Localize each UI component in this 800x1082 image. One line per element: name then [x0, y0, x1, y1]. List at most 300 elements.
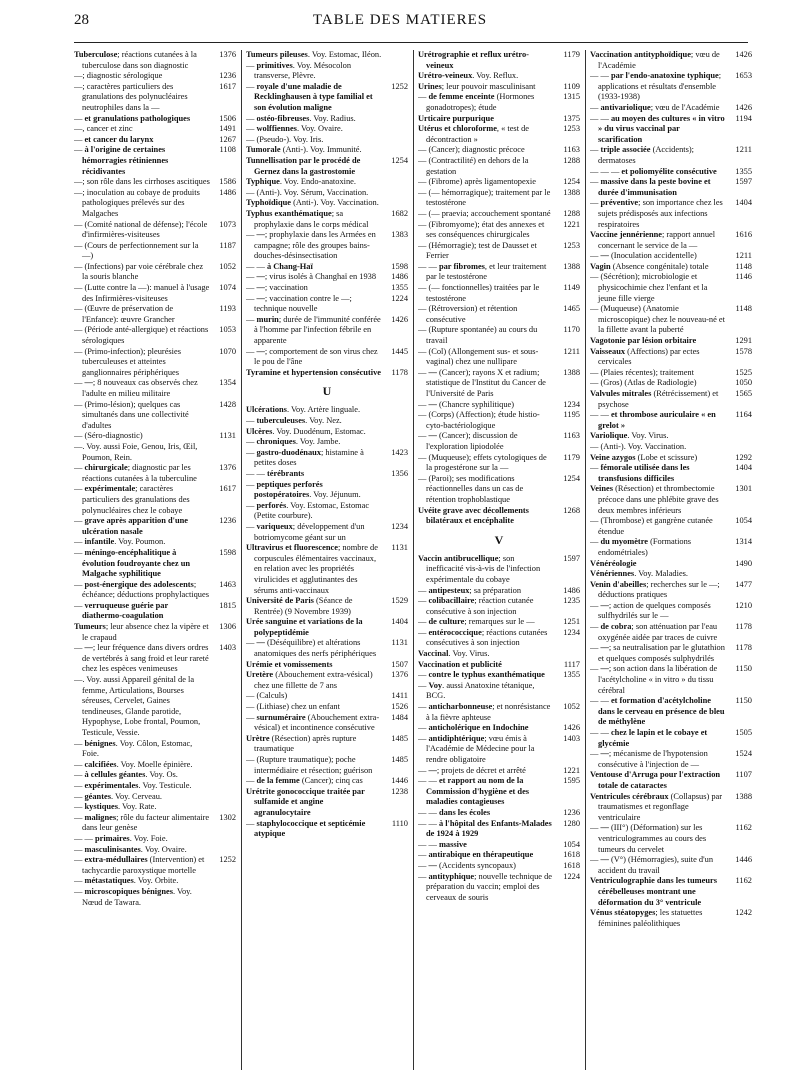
- page-reference: 1388: [563, 261, 580, 271]
- index-entry: [418, 808, 580, 819]
- entry-text: — — dans les écoles: [418, 807, 491, 817]
- entry-text: — — au moyen des cultures « in vitro » du virus vaccinal par scarification: [590, 113, 725, 144]
- index-entry: [246, 691, 408, 702]
- entry-text: Venin d'abeilles; recherches sur le —; déductions pratiques: [590, 579, 720, 600]
- entry-text: Vagotonie par lésion orbitaire: [590, 336, 697, 346]
- page-reference: 1194: [735, 113, 752, 123]
- index-entry: [74, 516, 236, 537]
- page-reference: 1288: [563, 208, 580, 218]
- entry-text: — — (Inoculation accidentelle): [590, 251, 697, 261]
- page-reference: 1617: [219, 81, 236, 91]
- index-entry: [590, 251, 752, 262]
- index-entry: [74, 347, 236, 379]
- entry-text: Vaccination et publicité: [418, 659, 502, 669]
- page-reference: 1236: [219, 516, 236, 526]
- entry-text: — microscopiques bénignes. Voy. Nœud de Tawara.: [74, 886, 192, 907]
- index-entry: [74, 548, 236, 580]
- entry-text: — (Hémorragie); test de Dausset et Ferrier: [418, 240, 537, 261]
- entry-text: — (Lithiase) chez un enfant: [246, 702, 340, 712]
- index-entry: [418, 819, 580, 840]
- page-reference: 1053: [219, 325, 236, 335]
- page-reference: 1193: [219, 304, 236, 314]
- page-reference: 1302: [219, 812, 236, 822]
- index-entry: [74, 135, 236, 146]
- index-entry: [590, 71, 752, 103]
- index-entry: [74, 442, 236, 463]
- page-reference: 1507: [391, 659, 408, 669]
- page-reference: 1314: [735, 537, 752, 547]
- entry-text: —. Voy. aussi Foie, Genou, Iris, Œil, Poumon, Rein.: [74, 441, 198, 462]
- entry-text: Vaccinal. Voy. Virus.: [418, 649, 490, 659]
- page-reference: 1618: [563, 860, 580, 870]
- page-reference: 1280: [563, 818, 580, 828]
- index-entry: [590, 103, 752, 114]
- entry-text: Valvules mitrales (Rétrécissement) et psychose: [590, 389, 719, 409]
- index-entry: [74, 537, 236, 548]
- entry-text: — — (Chancre syphilitique): [418, 399, 515, 409]
- entry-text: Vagin (Absence congénitale) totale: [590, 261, 709, 271]
- entry-text: — (— hémorragique); traitement par le testostérone: [418, 187, 551, 208]
- entry-text: — —; projets de décret et arrêté: [418, 765, 526, 775]
- index-entry: [590, 569, 752, 580]
- entry-text: Urétrite gonococcique traitée par sulfamide et angine agranulocytaire: [246, 786, 365, 817]
- page-reference: 1426: [391, 314, 408, 324]
- entry-text: Vaccination antityphoïdique; vœu de l'Académie: [590, 50, 720, 70]
- entry-text: Ulcères. Voy. Duodénum, Estomac.: [246, 426, 366, 436]
- index-entry: [418, 262, 580, 283]
- index-entry: [590, 463, 752, 484]
- page-reference: 1150: [735, 696, 752, 706]
- page-reference: 1388: [563, 367, 580, 377]
- entry-text: Typhique. Voy. Endo-anatoxine.: [246, 177, 356, 187]
- entry-text: — (Séro-diagnostic): [74, 431, 143, 441]
- page-reference: 1376: [219, 50, 236, 59]
- index-entry: [74, 760, 236, 771]
- entry-text: — — chez le lapin et le cobaye et glycémie: [590, 728, 708, 748]
- index-entry: [74, 82, 236, 114]
- index-entry: [246, 776, 408, 787]
- entry-text: — (Fibromyome); état des annexes et ses conséquences chirurgicales: [418, 219, 545, 240]
- index-entry: [418, 776, 580, 808]
- page-reference: 1529: [391, 596, 408, 606]
- entry-text: — grave après apparition d'une ulcération nasale: [74, 516, 188, 536]
- index-entry: [74, 431, 236, 442]
- entry-text: — expérimentales. Voy. Testicule.: [74, 780, 192, 790]
- page-number: 28: [74, 12, 89, 28]
- index-entry: [74, 262, 236, 283]
- index-entry: [418, 304, 580, 325]
- page-reference: 1254: [563, 177, 580, 187]
- entry-text: — expérimentale; caractères particuliers des granulations des polynucléaires chez le cobaye: [74, 484, 190, 515]
- index-entry: [590, 347, 752, 368]
- entry-text: Vaccin antibrucellique; son inefficacité vis-à-vis de l'infection expérimentale du cobaye: [418, 553, 541, 584]
- index-entry: [246, 114, 408, 125]
- page-reference: 1292: [735, 452, 752, 462]
- index-entry: [246, 405, 408, 416]
- entry-text: — —; virus isolés à Changhaï en 1938: [246, 272, 377, 282]
- index-entry: [590, 114, 752, 146]
- page-reference: 1224: [391, 293, 408, 303]
- entry-text: — —; prophylaxie dans les Armées en campagne; rôle des groupes bains-douches-désinsectisation: [246, 230, 376, 261]
- page-reference: 1446: [735, 855, 752, 865]
- index-entry: [74, 739, 236, 760]
- entry-text: — — (Cancer); rayons X et radium; statistique de l'Institut du Cancer de l'Université de Paris: [418, 367, 546, 398]
- entry-text: — (Corps) (Affection); étude histio-cyto-bactériologique: [418, 410, 540, 430]
- page-reference: 1486: [391, 272, 408, 282]
- page-reference: 1506: [219, 113, 236, 123]
- page-reference: 1074: [219, 283, 236, 293]
- entry-text: — (Œuvre de préservation de l'Enfance): œuvre Grancher: [74, 304, 175, 324]
- index-entry: [590, 50, 752, 71]
- entry-text: — et cancer du larynx: [74, 134, 154, 144]
- entry-text: — (— fonctionnelles) traitées par le testostérone: [418, 283, 540, 303]
- page-reference: 1052: [219, 261, 236, 271]
- index-entry: [418, 50, 580, 71]
- index-entry: [246, 713, 408, 734]
- page-reference: 1354: [219, 378, 236, 388]
- page-reference: 1465: [563, 304, 580, 314]
- index-entry: [590, 389, 752, 410]
- entry-text: — (Infections) par voie cérébrale chez la souris blanche: [74, 261, 204, 282]
- page-reference: 1426: [563, 723, 580, 733]
- index-entry: [590, 876, 752, 908]
- index-entry: [246, 198, 408, 209]
- page-reference: 1211: [735, 251, 752, 261]
- entry-text: — anticharbonneuse; et nonrésistance à la fièvre aphteuse: [418, 702, 551, 722]
- page-reference: 1224: [563, 871, 580, 881]
- entry-text: —. Voy. aussi Appareil génital de la femme, Articulations, Bourses séreuses, Cervelet, Gaines tendineuses, Glande parotide, Hypophyse, Lobe frontal, Poumon, Testicule, Vessie.: [74, 675, 201, 737]
- entry-text: Tumorale (Anti-). Voy. Immunité.: [246, 145, 362, 155]
- page-reference: 1170: [563, 325, 580, 335]
- page-reference: 1301: [735, 484, 752, 494]
- entry-text: — antirabique en thérapeutique: [418, 850, 534, 860]
- page-reference: 1404: [735, 198, 752, 208]
- entry-text: — calcifiées. Voy. Moelle épinière.: [74, 759, 193, 769]
- entry-text: — murin; durée de l'immunité conférée à l'homme par l'infection fébrile en apparente: [246, 314, 381, 346]
- entry-text: — (Rupture traumatique); poche intermédiaire et résection; guérison: [246, 755, 373, 775]
- index-entry: [418, 670, 580, 681]
- page-reference: 1595: [563, 776, 580, 786]
- index-columns: [74, 50, 754, 1075]
- column-divider: [241, 50, 242, 1070]
- entry-text: — — (III°) (Déformation) sur les ventriculogrammes au cours des tumeurs du cervelet: [590, 823, 707, 854]
- entry-text: — —; leur fréquence dans divers ordres de vertébrés à sang froid et leur rareté chez les espèces venimeuses: [74, 643, 209, 674]
- index-entry: [74, 792, 236, 803]
- section-letter: V: [494, 532, 504, 547]
- entry-text: — infantile. Voy. Poumon.: [74, 537, 166, 547]
- page-reference: 1236: [219, 71, 236, 81]
- page-reference: 1236: [563, 807, 580, 817]
- page-reference: 1210: [735, 600, 752, 610]
- page-reference: 1251: [563, 617, 580, 627]
- page-reference: 1163: [563, 431, 580, 441]
- page-reference: 1306: [219, 622, 236, 632]
- entry-text: — de femme enceinte (Hormones gonadotropes); étude: [418, 92, 535, 112]
- entry-text: — staphylococcique et septicémie atypique: [246, 818, 366, 839]
- page-reference: 1383: [391, 230, 408, 240]
- index-entry: [74, 813, 236, 834]
- index-entry: [590, 823, 752, 855]
- index-entry: [418, 177, 580, 188]
- index-entry: [246, 82, 408, 114]
- index-column-1: [74, 50, 236, 1070]
- index-entry: [590, 728, 752, 749]
- page-reference: 1052: [563, 702, 580, 712]
- index-entry: [246, 145, 408, 156]
- index-entry: [590, 643, 752, 664]
- page-reference: 1268: [563, 505, 580, 515]
- page-reference: 1054: [563, 839, 580, 849]
- entry-text: — —; 8 nouveaux cas observés chez l'adulte en milieu militaire: [74, 378, 198, 398]
- entry-text: — (— praevia; accouchement spontané: [418, 208, 551, 218]
- index-entry: [590, 230, 752, 251]
- column-divider: [585, 50, 586, 1070]
- page-reference: 1578: [735, 346, 752, 356]
- entry-text: Tumeurs pileuses. Voy. Estomac, Iléon.: [246, 50, 382, 59]
- entry-text: — chroniques. Voy. Jambe.: [246, 437, 341, 447]
- page-reference: 1234: [391, 521, 408, 531]
- page-reference: 1598: [219, 547, 236, 557]
- entry-text: — —; mécanisme de l'hypotension consécutive à l'injection de —: [590, 749, 708, 769]
- index-entry: [418, 241, 580, 262]
- index-entry: [590, 516, 752, 537]
- page-reference: 1682: [391, 208, 408, 218]
- index-entry: [74, 378, 236, 399]
- entry-text: Vénériennes. Voy. Maladies.: [590, 569, 689, 579]
- entry-text: — (Cours de perfectionnement sur la —): [74, 240, 199, 261]
- page-reference: 1242: [735, 908, 752, 918]
- page-reference: 1235: [563, 596, 580, 606]
- entry-text: Urticaire purpurique: [418, 113, 494, 123]
- entry-text: — verruqueuse guérie par diathermo-coagulation: [74, 600, 169, 621]
- entry-text: —; caractères particuliers des granulations des polynucléaires neutrophiles dans la —: [74, 81, 188, 112]
- index-entry: [590, 198, 752, 230]
- entry-text: Typhus exanthématique; sa prophylaxie dans le corps médical: [246, 208, 369, 229]
- entry-text: — ostéo-fibreuses. Voy. Radius.: [246, 113, 356, 123]
- index-entry: [418, 586, 580, 597]
- entry-text: Uvéite grave avec décollements bilatéraux et encéphalite: [418, 505, 529, 526]
- index-entry: [74, 675, 236, 739]
- index-entry: [74, 304, 236, 325]
- index-entry: [418, 681, 580, 702]
- entry-text: — extra-médullaires (Intervention) et tachycardie paroxystique mortelle: [74, 855, 205, 875]
- entry-text: Vaccine jennérienne; rapport annuel concernant le service de la —: [590, 230, 716, 250]
- page-reference: 1486: [219, 187, 236, 197]
- index-entry: [418, 347, 580, 368]
- index-entry: [74, 188, 236, 220]
- index-entry: [246, 50, 408, 61]
- entry-text: — (Muqueuse) (Anatomie microscopique) chez le nouveau-né et la fillette avant la puberté: [590, 304, 725, 335]
- index-entry: [418, 400, 580, 411]
- index-entry: [418, 82, 580, 93]
- entry-text: — — — et poliomyélite consécutive: [590, 166, 717, 176]
- entry-text: — (Primo-infection); pleurésies tuberculeuses et atteintes ganglionnaires périphériques: [74, 346, 181, 377]
- index-entry: [590, 262, 752, 273]
- index-entry: [74, 71, 236, 82]
- index-entry: [246, 283, 408, 294]
- entry-text: — — (Déséquilibre) et altérations anatomiques des nerfs périphériques: [246, 638, 377, 659]
- page-reference: 1356: [391, 468, 408, 478]
- page-reference: 1526: [391, 702, 408, 712]
- entry-text: — — par fibromes, et leur traitement par le testostérone: [418, 261, 547, 282]
- index-entry: [590, 167, 752, 178]
- page-reference: 1211: [735, 145, 752, 155]
- page-reference: 1525: [735, 367, 752, 377]
- column-divider: [413, 50, 414, 1070]
- index-entry: [418, 124, 580, 145]
- index-entry: [74, 400, 236, 432]
- index-entry: [74, 643, 236, 675]
- index-entry: [246, 702, 408, 713]
- entry-text: Université de Paris (Séance de Rentrée) (9 Novembre 1939): [246, 596, 353, 616]
- entry-text: — masculinisantes. Voy. Ovaire.: [74, 844, 187, 854]
- page-reference: 1486: [563, 585, 580, 595]
- page-reference: 1524: [735, 749, 752, 759]
- page-reference: 1490: [735, 558, 752, 568]
- index-entry: [418, 554, 580, 586]
- index-entry: [418, 840, 580, 851]
- page-reference: 1446: [391, 776, 408, 786]
- entry-text: — (Comité national de défense); l'école d'infirmières-visiteuses: [74, 219, 208, 240]
- page-reference: 1565: [735, 389, 752, 398]
- entry-text: — et granulations pathologiques: [74, 113, 191, 123]
- index-entry: [590, 410, 752, 431]
- entry-text: — —; action de quelques composés sulfhydrilés sur le —: [590, 600, 711, 621]
- page-reference: 1238: [391, 786, 408, 796]
- index-entry: [74, 124, 236, 135]
- index-entry: [590, 378, 752, 389]
- entry-text: — — (Cancer); discussion de l'exploration lipiodolée: [418, 431, 518, 451]
- header-rule: [74, 42, 748, 43]
- index-entry: [418, 850, 580, 861]
- entry-text: — —; son action dans la libération de l'acétylcholine « in vitro » du tissu cérébral: [590, 664, 718, 695]
- index-entry: [74, 283, 236, 304]
- index-entry: [246, 135, 408, 146]
- index-entry: [590, 145, 752, 166]
- page-reference: 1149: [563, 283, 580, 293]
- page-reference: 1288: [563, 155, 580, 165]
- index-entry: [246, 262, 408, 273]
- entry-text: — — à Chang-Haï: [246, 261, 313, 271]
- entry-text: Utérus et chloroforme, « test de décontraction »: [418, 124, 530, 144]
- entry-text: — méningo-encéphalitique à évolution foudroyante chez un Malgache syphilitique: [74, 547, 191, 579]
- page-reference: 1484: [391, 712, 408, 722]
- page-reference: 1109: [563, 81, 580, 91]
- section-letter: U: [322, 384, 332, 399]
- entry-text: — — (V°) (Hémorragies), suite d'un accident du travail: [590, 855, 714, 875]
- page-reference: 1355: [563, 670, 580, 680]
- entry-text: — (Col) (Allongement sus- et sous-vaginal) chez une nullipare: [418, 346, 539, 367]
- index-entry: [246, 230, 408, 262]
- index-entry: [246, 124, 408, 135]
- entry-text: — — térébrants: [246, 468, 305, 478]
- index-entry: [246, 660, 408, 671]
- entry-text: —; diagnostic sérologique: [74, 71, 163, 81]
- entry-text: —; inoculation au cobaye de produits pathologiques prélevés sur des Malgaches: [74, 187, 200, 218]
- page-reference: 1388: [735, 791, 752, 801]
- page-reference: 1428: [219, 399, 236, 409]
- entry-text: — à l'origine de certaines hémorragies rétiniennes récidivantes: [74, 145, 169, 176]
- index-entry: [418, 474, 580, 506]
- entry-text: — massive dans la peste bovine et durée d'immunisation: [590, 177, 711, 197]
- entry-text: — (Plaies récentes); traitement: [590, 367, 694, 377]
- index-entry: [74, 781, 236, 792]
- page-reference: 1054: [735, 516, 752, 526]
- index-entry: [246, 272, 408, 283]
- entry-text: — —; sa neutralisation par le glutathion et quelques composés sulphydrilés: [590, 643, 725, 663]
- entry-text: Ventouse d'Arruga pour l'extraction totale de cataractes: [590, 770, 721, 790]
- index-entry: [590, 336, 752, 347]
- index-entry: [590, 368, 752, 379]
- index-entry: [246, 522, 408, 543]
- index-entry: [74, 325, 236, 346]
- index-entry: [418, 431, 580, 452]
- index-entry: [74, 114, 236, 125]
- entry-text: —; son rôle dans les cirrhoses ascitiques: [74, 177, 210, 187]
- index-entry: [246, 819, 408, 840]
- index-entry: [590, 431, 752, 442]
- index-entry: [74, 580, 236, 601]
- index-entry: [418, 220, 580, 241]
- index-entry: [74, 601, 236, 622]
- page-reference: 1221: [563, 219, 580, 229]
- page-reference: 1254: [391, 155, 408, 165]
- entry-text: — primitives. Voy. Mésocolon transverse, Plèvre.: [246, 60, 352, 81]
- page-reference: 1254: [563, 473, 580, 483]
- entry-text: — (Fibrome) après ligamentopexie: [418, 177, 536, 187]
- entry-text: — malignes; rôle du facteur alimentaire dans leur genèse: [74, 812, 210, 833]
- page-reference: 1162: [735, 823, 752, 833]
- entry-text: Vénus stéatopyges; les statuettes féminines paléolithiques: [590, 908, 703, 928]
- index-entry: [418, 628, 580, 649]
- index-entry: [74, 834, 236, 845]
- entry-text: — —; vaccination: [246, 283, 308, 293]
- index-entry: [590, 453, 752, 464]
- page-reference: 1355: [735, 166, 752, 176]
- index-entry: [418, 723, 580, 734]
- page-reference: 1164: [735, 410, 752, 420]
- index-entry: [590, 770, 752, 791]
- index-entry: [418, 872, 580, 904]
- entry-text: — gastro-duodénaux; histamine à petites doses: [246, 447, 364, 468]
- page-reference: 1477: [735, 579, 752, 589]
- entry-text: — (Calculs): [246, 691, 288, 701]
- page-reference: 1211: [563, 346, 580, 356]
- page-reference: 1618: [563, 850, 580, 860]
- entry-text: Ventriculographie dans les tumeurs cérébelleuses montrant une déformation du 3° ventricule: [590, 876, 717, 907]
- entry-text: — de la femme (Cancer); cinq cas: [246, 776, 363, 786]
- entry-text: Variolique. Voy. Virus.: [590, 431, 669, 441]
- entry-text: — préventive; son importance chez les sujets prédisposés aux infections respiratoires: [590, 198, 723, 229]
- index-entry: [418, 861, 580, 872]
- index-entry: [246, 617, 408, 638]
- index-entry: [74, 887, 236, 908]
- page-reference: 1598: [391, 261, 408, 271]
- page-reference: 1253: [563, 240, 580, 250]
- index-entry: [74, 241, 236, 262]
- page-reference: 1178: [391, 367, 408, 377]
- page-reference: 1616: [735, 230, 752, 240]
- page-reference: 1234: [563, 627, 580, 637]
- page-reference: 1148: [735, 261, 752, 271]
- index-entry: [74, 802, 236, 813]
- entry-text: — contre le typhus exanthématique: [418, 670, 545, 680]
- page-reference: 1073: [219, 219, 236, 229]
- index-entry: [418, 617, 580, 628]
- page-reference: 1388: [563, 187, 580, 197]
- entry-text: — kystiques. Voy. Rate.: [74, 802, 157, 812]
- entry-text: — (Contractilité) en dehors de la gestation: [418, 155, 529, 176]
